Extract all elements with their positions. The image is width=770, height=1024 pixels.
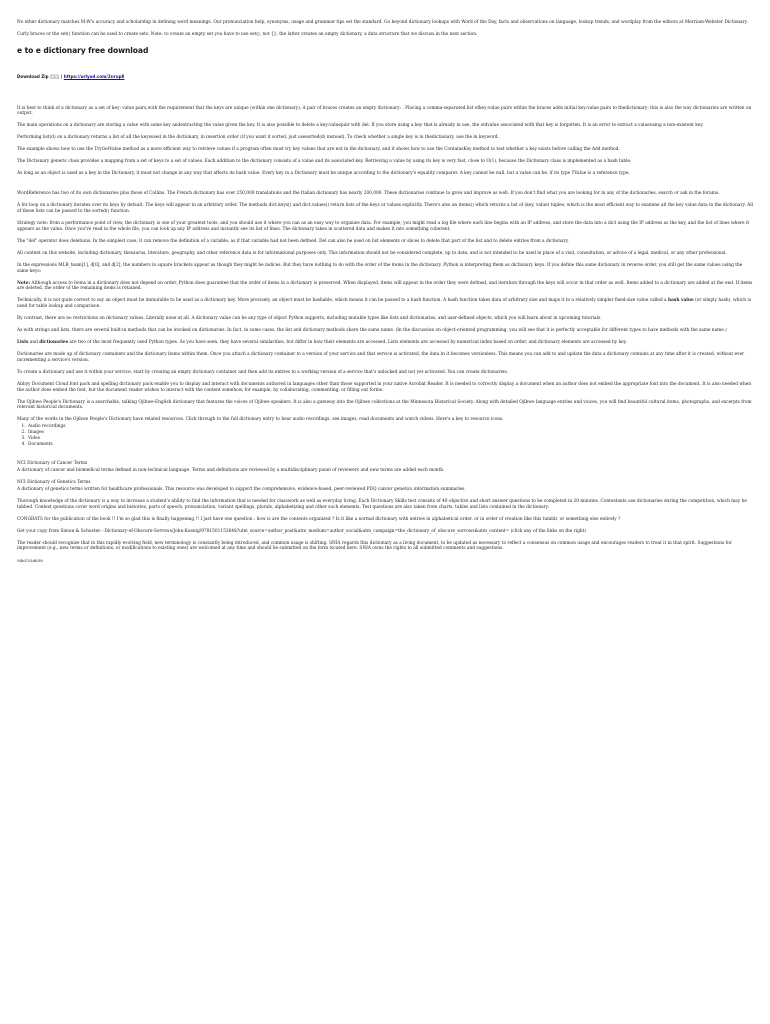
- page-title: e to e dictionary free download: [17, 45, 149, 55]
- body-paragraph: The Dictionary generic class provides a mapping from a set of keys to a set of values. Each addition to the dictionary consists of a value and its associated key. Retrieving a value by using its key is very fast, close to O(1), because the Dictionary class is implemented as a hash table.: [17, 159, 632, 165]
- body-paragraph: Dictionaries are made up of dictionary containers and the dictionary items within them. Once you attach a dictionary container to a version of your service and that service is activated, the data in it becomes versionless. This means you can add to and update the data a dictionary contains at any time after it is created, without ever incrementing a service's version.: [17, 352, 745, 363]
- lists-paragraph: [17, 340, 753, 346]
- section-gap: [17, 183, 753, 191]
- body-paragraph: The main operations on a dictionary are storing a value with some key andextracting the value given the key. It is also possible to delete a key:valuepair with del. If you store using a key that is already in use, the oldvalue associated with that key is forgotten. It is an error to extract a valueusing a non-existent key.: [17, 123, 704, 129]
- body-paragraph: Get your copy from Simon & Schuster: -Dictionary-of-Obscure-Sorrows/John-Koenig/9781501153648?utm_source=author_post&utm_medium=author_social&utm_campaign=the_dictionary_of_obscure_sorrows&utm_content= (click any of the links on the right): [17, 528, 587, 534]
- intro-paragraph: Curly braces or the set() function can be used to create sets. Note: to create an empty set you have to use set(), not {}; the latter creates an empty dictionary, a data structure that we discuss in the next section.: [17, 31, 478, 37]
- body-paragraph: Abbyy Document Cloud font pack and spelling dictionary pack enable you to display and interact with documents authored in languages other than those supported in your native Acrobat Reader. It is needed to correctly display a document when an author does not embed the appropriate font into the document. It is also needed when the author does embed the font, but the document reader wishes to interact with the content somehow, for example, by collaborating, commenting, or filling out forms.: [17, 381, 752, 393]
- body-paragraph: A for loop on a dictionary iterates over its keys by default. The keys will appear in an arbitrary order. The methods dict.keys() and dict.values() return lists of the keys or values explicitly. There's also an items() which returns a list of (key, value) tuples, which is the most efficient way to examine all the key value data in the dictionary. All of these lists can be passed to the sorted() function.: [17, 203, 753, 215]
- lists-conjunction: and: [28, 340, 40, 346]
- body-paragraph: The example shows how to use the TryGetValue method as a more efficient way to retrieve values if a program often must try key values that are not in the dictionary, and it shows how to use the ContainsKey method to test whether a key exists before calling the Add method.: [17, 147, 620, 153]
- download-label: Download Zip: [17, 74, 49, 80]
- download-line: [17, 74, 753, 80]
- nci-cancer-desc: A dictionary of cancer and biomedical terms defined in non-technical language. Terms and definitions are reviewed by a multidisciplinary panel of reviewers and new terms are added each month.: [17, 468, 445, 474]
- hash-paragraph: [17, 298, 753, 310]
- body-paragraph: Performing list(d) on a dictionary returns a list of all the keysused in the dictionary, in insertion order (if you want it sorted, just usesorted(d) instead). To check whether a single key is in thedictionary, use the in keyword.: [17, 135, 499, 141]
- body-paragraph: Strategy note: from a performance point of view, the dictionary is one of your greatest tools, and you should use it where you can as an easy way to organize data. For example, you might read a log file where each line begins with an IP address, and store the data into a dict using the IP address as the key, and the list of lines where it appears as the value. Once you've read in the whole file, you can look up any IP address and instantly see its list of lines. The dictionary takes in scattered data and makes it into something coherent.: [17, 221, 750, 232]
- body-paragraph: The reader should recognize that in this rapidly evolving field, new terminology is constantly being introduced, and common usage is shifting. SNIA regards this dictionary as a living document, to be updated as necessary to reflect a consensus on common usage and encourages readers to treat it in that spirit. Suggestions for improvement (e.g., new terms or definitions, or modifications to existing ones) are welcomed at any time and should be submitted on the form located here. SNIA owns the rights to all submitted comments and suggestions.: [17, 540, 732, 552]
- hash-text-after: (or simply hash), which is used for table lookup and comparison.: [17, 298, 751, 310]
- list-item: 1. Audio recordings: [27, 424, 753, 430]
- note-label: Note:: [17, 280, 31, 286]
- lists-term: Lists: [17, 340, 29, 346]
- nci-genetics-name: NCI Dictionary of Genetics Terms: [17, 480, 91, 486]
- ojibwe-intro: Many of the words in the Ojibwe People's Dictionary have related resources. Click through to the full dictionary entry to hear audio recordings, see images, read documents and watch videos. Here's a key to resource icons.: [17, 417, 504, 423]
- list-item: 2. Images: [27, 430, 753, 436]
- note-text: Although access to items in a dictionary does not depend on order, Python does guarantee that the order of items in a dictionary is preserved. When displayed, items will appear in the order they were defined, and iteration through the keys will occur in that order as well. Items added to a dictionary are added at the end. If items are deleted, the order of the remaining items is retained.: [17, 280, 753, 292]
- note-paragraph: [17, 281, 753, 293]
- body-paragraph: The Ojibwe People's Dictionary is a searchable, talking Ojibwe-English dictionary that features the voices of Ojibwe speakers. It is also a gateway into the Ojibwe collections at the Minnesota Historical Society. Along with detailed Ojibwe language entries and voices, you will find beautiful cultural items, photographs, and excerpts from relevant historical documents.: [17, 399, 752, 411]
- body-paragraph: As with strings and lists, there are several built-in methods that can be invoked on dictionaries. In fact, in some cases, the list and dictionary methods share the same name. (In the discussion on object-oriented programming, you will see that it is perfectly acceptable for different types to have methods with the same name.): [17, 328, 727, 334]
- body-paragraph: As long as an object is used as a key in the Dictionary, it must not change in any way that affects its hash value. Every key in a Dictionary must be unique according to the dictionary's equality comparer. A key cannot be null, but a value can be, if its type TValue is a reference type.: [17, 171, 630, 177]
- hash-value-term: hash value: [668, 298, 694, 304]
- download-link[interactable]: https://urlyod.com/2nrup8: [63, 74, 125, 80]
- dictionaries-term: dictionaries: [39, 340, 68, 346]
- download-separator: ░░░ |: [49, 74, 63, 80]
- resource-list: [17, 424, 753, 447]
- body-paragraph: To create a dictionary and use it within your service, start by creating an empty dictionary container and then add its entries to a working version of a service that's unlocked and not yet activated. You can create dictionaries.: [17, 369, 509, 375]
- list-item: 3. Video: [27, 436, 753, 442]
- nci-cancer-name: NCI Dictionary of Cancer Terms: [17, 461, 88, 467]
- body-paragraph: The "del" operator does deletions. In the simplest case, it can remove the definition of a variable, as if that variable had not been defined. Del can also be used on list elements or slices to delete that part of the list and to delete entries from a dictionary.: [17, 238, 569, 244]
- body-paragraph: CONGRATS for the publication of the book !! I'm so glad this is finally happening !! I just have one question : how is are the contents organized ? Is it like a normal dictionary with entries in alphabetical order, or in order of creation like this tumblr, or something else entirely ?: [17, 516, 621, 522]
- nci-genetics-desc: A dictionary of genetics terms written for healthcare professionals. This resource was developed to support the comprehensive, evidence-based, peer-reviewed PDQ cancer genetics information summaries.: [17, 486, 466, 492]
- intro-paragraph: No other dictionary matches M-W's accuracy and scholarship in defining word meanings. Our pronunciation help, synonyms, usage and grammar tips set the standard. Go beyond dictionary lookups with Word of the Day, facts and observations on language, lookup trends, and wordplay from the editors at Merriam-Webster Dictionary.: [17, 20, 748, 25]
- lists-text: are two of the most frequently used Python types. As you have seen, they have several similarities, but differ in how their elements are accessed. Lists elements are accessed by numerical index based on order, and dictionary elements are accessed by key.: [68, 340, 627, 346]
- body-paragraph: It is best to think of a dictionary as a set of key: value pairs,with the requirement that the keys are unique (within one dictionary). A pair of braces creates an empty dictionary: . Placing a comma-separated list ofkey:value pairs within the braces adds initial key:value pairs to thedictionary; this is also the way dictionaries are written on output.: [17, 105, 752, 117]
- body-paragraph: In the expressions MLB_team[1], d[0], and d[2], the numbers in square brackets appear as though they might be indices. But they have nothing to do with the order of the items in the dictionary. Python is interpreting them as dictionary keys. If you define this same dictionary in reverse order, you still get the same values using the same keys:: [17, 262, 743, 274]
- body-paragraph: WordReference has two of its own dictionaries plus those of Collins. The French dictionary has over 250,000 translations and the Italian dictionary has nearly 200,000. These dictionaries continue to grow and improve as well. If you don't find what you are looking for in any of the dictionaries, search or ask in the forums.: [17, 191, 720, 197]
- footer-tag: 94e153d638: [17, 558, 43, 564]
- list-item: 4. Documents: [27, 442, 753, 448]
- body-paragraph: All content on this website, including dictionary, thesaurus, literature, geography, and other reference data is for informational purposes only. This information should not be considered complete, up to date, and is not intended to be used in place of a visit, consultation, or advice of a legal, medical, or any other professional.: [17, 250, 727, 256]
- body-paragraph: Thorough knowledge of the dictionary is a way to increase a student's ability to find the information that is needed for classwork as well as everyday living. Each Dictionary Skills test consists of 40 objective and short answer questions to be completed in 20 minutes. Contestants use dictionaries during the competition, which may be tabbed. Contest questions cover word origins and histories, parts of speech, pronunciation, variant spellings, plurals, alphabetizing and other such elements. Test questions are also taken from charts, tables and lists contained in the dictionary.: [17, 498, 747, 510]
- body-paragraph: By contrast, there are no restrictions on dictionary values. Literally none at all. A dictionary value can be any type of object Python supports, including mutable types like lists and dictionaries, and user-defined objects, which you will learn about in upcoming tutorials.: [17, 316, 602, 322]
- hash-text-before: Technically, it is not quite correct to say an object must be immutable to be used as a dictionary key. More precisely, an object must be hashable, which means it can be passed to a hash function. A hash function takes data of arbitrary size and maps it to a relatively simpler fixed-size value called a: [17, 298, 668, 304]
